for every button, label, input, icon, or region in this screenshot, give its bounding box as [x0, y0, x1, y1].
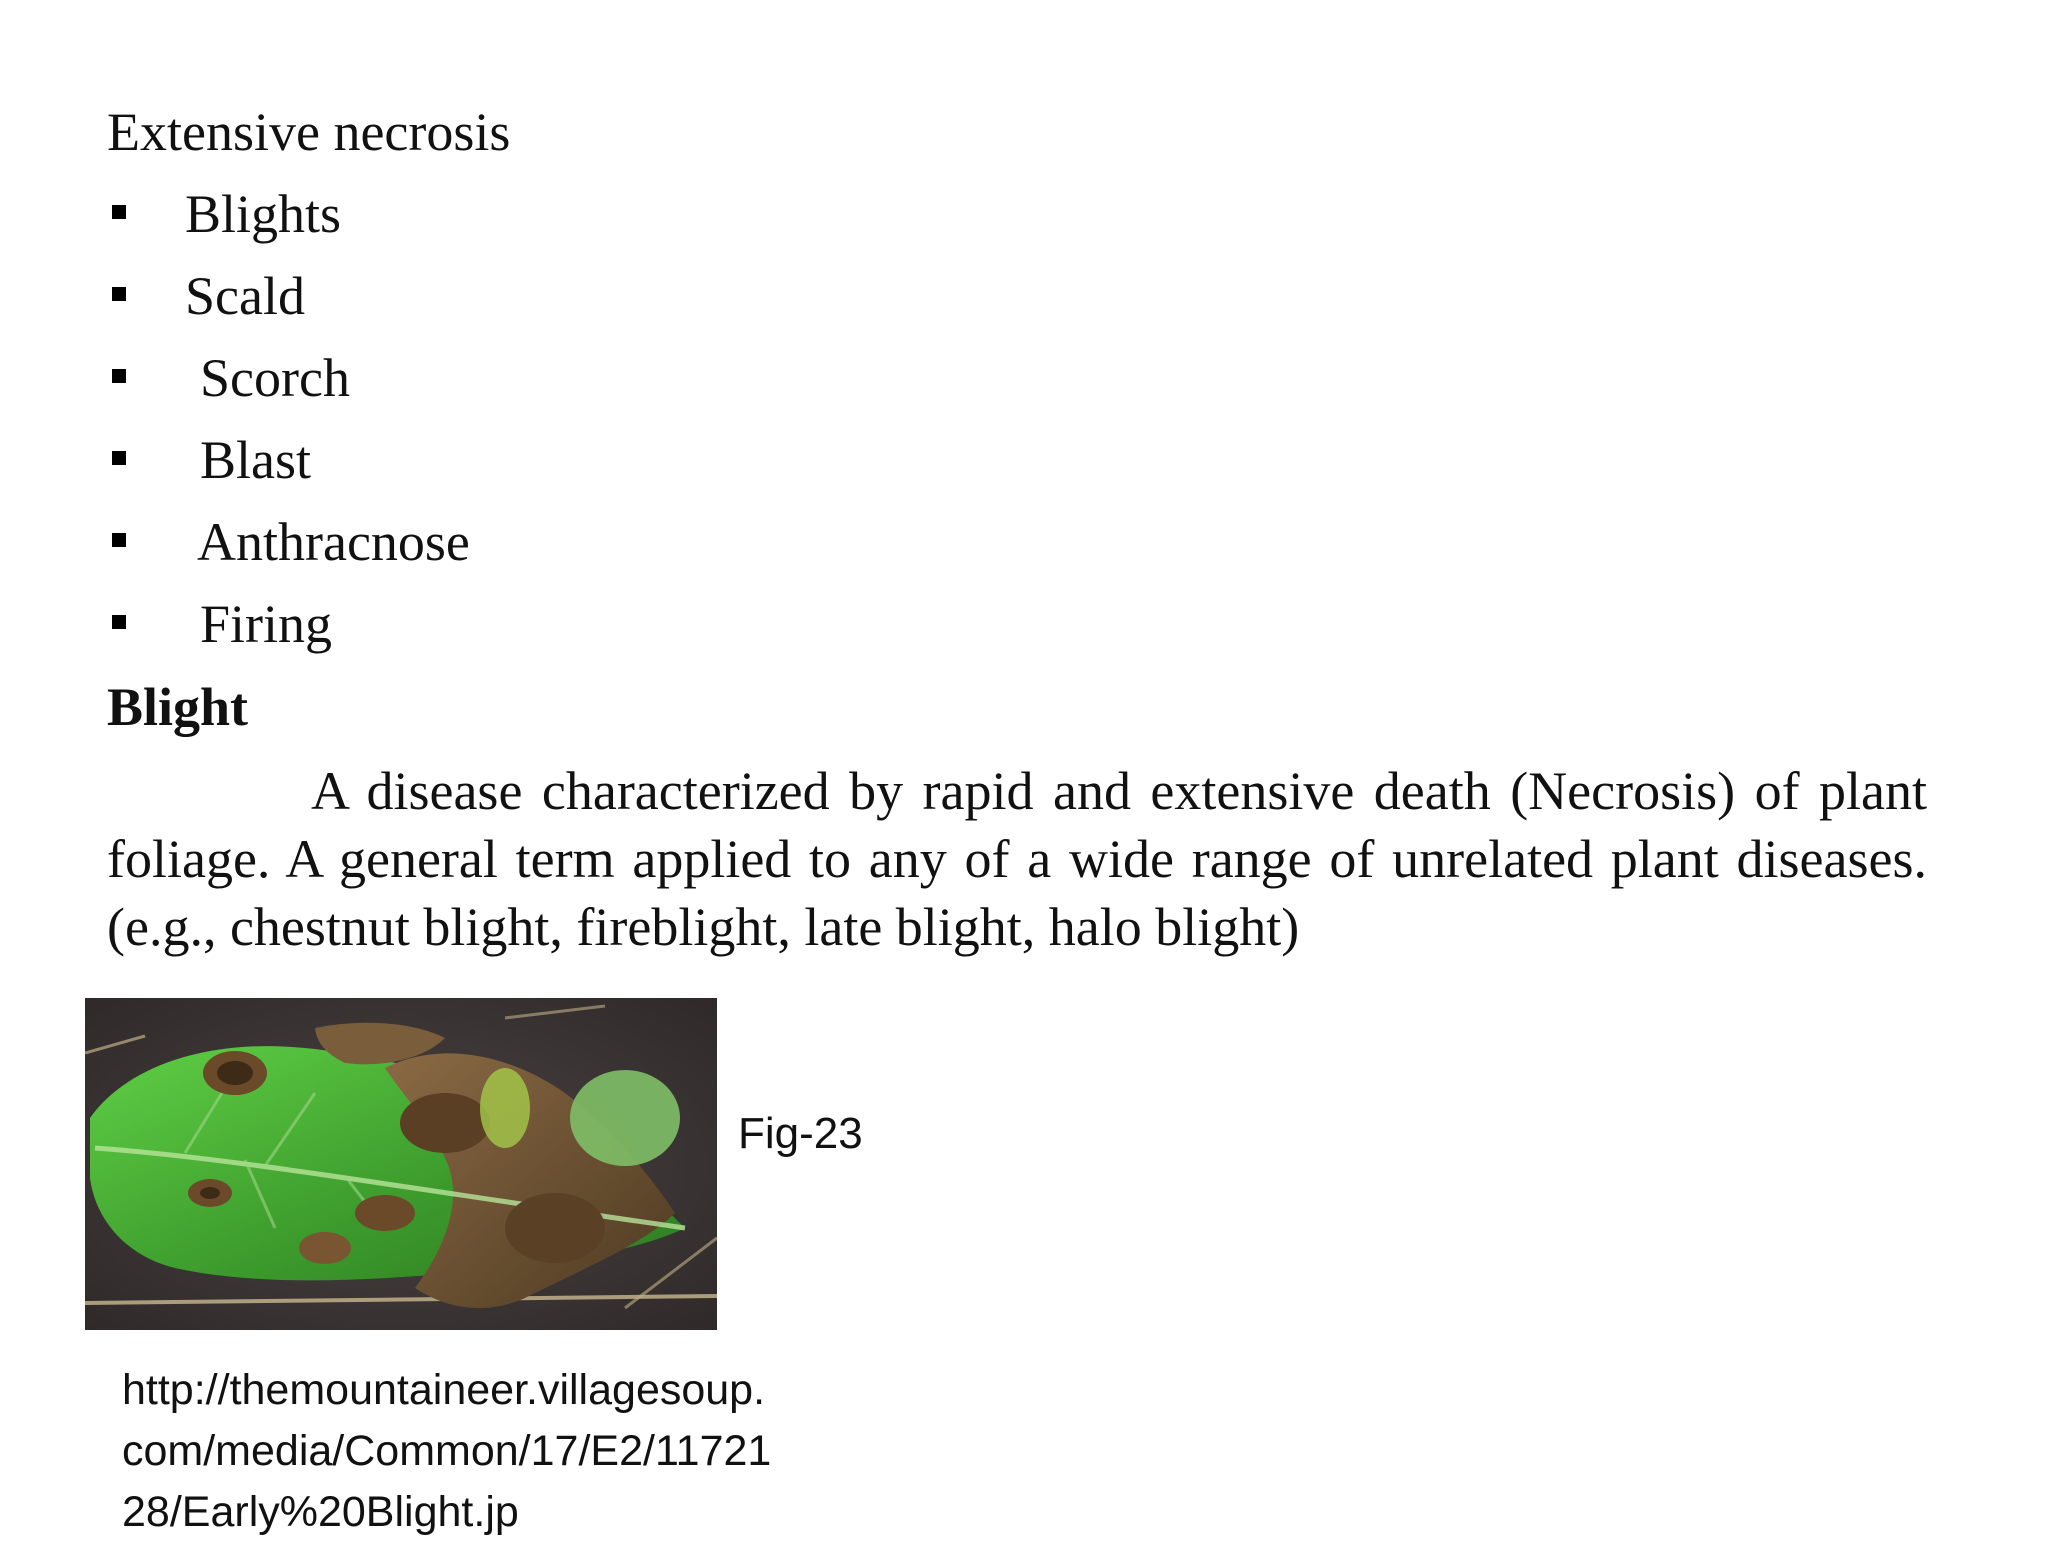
figure-label: Fig-23 [738, 1109, 863, 1158]
section-title: Blight [107, 677, 249, 737]
figure-photo [85, 998, 717, 1330]
blighted-leaf-photo-icon [85, 998, 717, 1330]
list-item-text: Anthracnose [197, 512, 470, 572]
intro-heading: Extensive necrosis [107, 102, 511, 162]
list-item-text: Blights [185, 184, 342, 244]
square-bullet-icon [112, 287, 126, 301]
source-url: http://themountaineer.villagesoup.com/media/Common/17/E2/1172128/Early%20Blight.jp [122, 1366, 772, 1536]
square-bullet-icon [112, 451, 126, 465]
square-bullet-icon [112, 615, 126, 629]
definition-paragraph: A disease characterized by rapid and extensive death (Necrosis) of plant foliage. A general term applied to any of a wide range of unrelated plant diseases. (e.g., chestnut blight, fireblight, late blight, halo blight) [107, 761, 1927, 957]
list-item-text: Scorch [200, 348, 350, 408]
list-item-text: Firing [200, 594, 333, 654]
square-bullet-icon [112, 205, 126, 219]
square-bullet-icon [112, 369, 126, 383]
square-bullet-icon [112, 533, 126, 547]
list-item-text: Scald [185, 266, 305, 326]
list-item-text: Blast [200, 430, 312, 490]
